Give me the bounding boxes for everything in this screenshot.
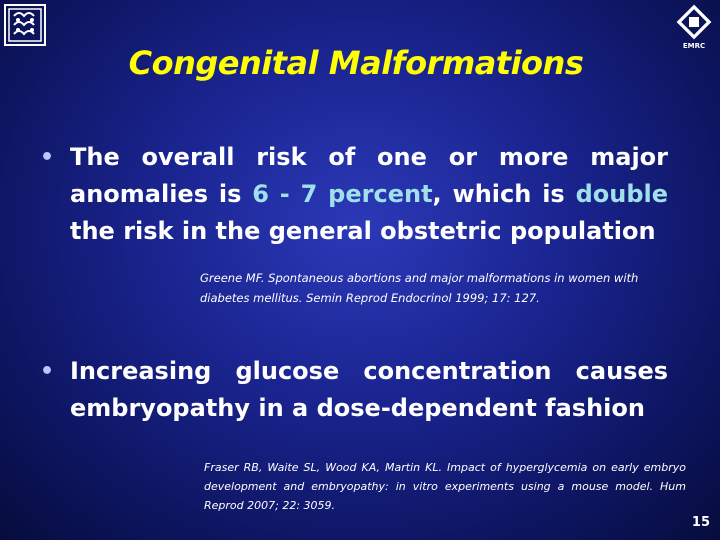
reference-1: Greene MF. Spontaneous abortions and major malformations in women with diabetes mellitus. Semin Reprod Endocrinol 1999; 17: 127.: [200, 271, 639, 305]
bullet-1-pre: The overall risk of one or more major anomalies is: [70, 143, 668, 208]
bullet-1-highlight-double: double: [575, 180, 668, 208]
logo-right-text: EMRC: [682, 42, 706, 50]
bullet-2: [40, 353, 668, 427]
slide-title: Congenital Malformations: [128, 44, 584, 82]
bullet-1-highlight-percent: 6 - 7 percent: [252, 180, 433, 208]
bullet-dot-icon: •: [40, 359, 55, 384]
bullet-1-text: [70, 139, 668, 250]
bullet-1-mid: , which is: [432, 180, 576, 208]
bullet-dot-icon: •: [40, 145, 55, 170]
institution-emblem-icon: [4, 4, 46, 46]
bullet-1-post: the risk in the general obstetric population: [70, 217, 656, 245]
reference-2: Fraser RB, Waite SL, Wood KA, Martin KL. Impact of hyperglycemia on early embryo development and embryopathy: in vitro experiments using a mouse model. Hum Reprod 2007; 22: 3059.: [204, 461, 686, 512]
bullet-2-text: Increasing glucose concentration causes embryopathy in a dose-dependent fashion: [70, 357, 668, 422]
bullet-1: [40, 139, 668, 250]
page-number: 15: [691, 515, 710, 530]
